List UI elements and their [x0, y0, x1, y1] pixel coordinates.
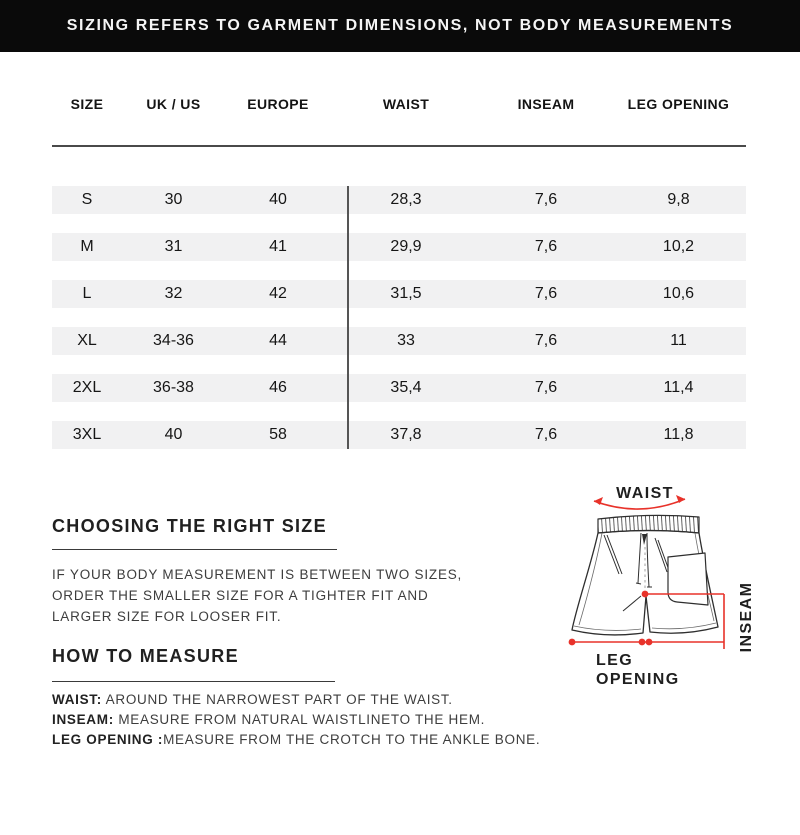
measure-item-desc: AROUND THE NARROWEST PART OF THE WAIST.	[101, 692, 453, 707]
table-row-2xl	[52, 374, 746, 402]
table-cell: S	[81, 191, 93, 208]
choosing-size-underline	[52, 549, 337, 550]
shorts-sketch	[548, 470, 800, 695]
shorts-waistband	[598, 515, 699, 533]
column-header-size: SIZE	[70, 96, 104, 112]
how-to-measure-text	[52, 690, 552, 750]
header-divider-line	[52, 145, 746, 147]
leg-opening-diagram-label-line1: LEG	[596, 652, 634, 669]
table-row-l	[52, 280, 746, 308]
table-cell: 11,8	[663, 426, 694, 443]
table-row-3xl	[52, 421, 746, 449]
table-cell: M	[80, 238, 94, 255]
table-cell: 9,8	[667, 191, 690, 208]
choosing-size-section	[52, 514, 552, 627]
choosing-size-line: IF YOUR BODY MEASUREMENT IS BETWEEN TWO SIZES,	[52, 567, 463, 582]
table-cell: 10,6	[662, 285, 695, 302]
table-cell: L	[82, 285, 92, 302]
measure-item-inseam	[52, 710, 552, 730]
measure-item-desc: MEASURE FROM THE CROTCH TO THE ANKLE BONE.	[163, 732, 541, 747]
measure-item-leg-opening	[52, 730, 552, 750]
table-cell: 3XL	[72, 426, 102, 443]
table-cell: 30	[164, 191, 183, 208]
table-cell: 7,6	[534, 426, 558, 443]
column-header-waist: WAIST	[382, 96, 430, 112]
sizing-disclaimer-banner	[0, 0, 800, 52]
table-cell: 7,6	[534, 191, 558, 208]
table-cell: 2XL	[72, 379, 102, 396]
table-cell: 7,6	[534, 285, 558, 302]
table-row-m	[52, 233, 746, 261]
table-cell: XL	[77, 332, 97, 349]
table-cell: 44	[269, 332, 287, 349]
choosing-size-text	[52, 564, 552, 627]
column-header-inseam: INSEAM	[517, 96, 575, 112]
table-cell: 58	[269, 426, 287, 443]
table-cell: 33	[397, 332, 415, 349]
table-cell: 28,3	[390, 191, 422, 208]
sizing-disclaimer-text: SIZING REFERS TO GARMENT DIMENSIONS, NOT BODY MEASUREMENTS	[66, 17, 734, 34]
size-table	[52, 52, 746, 468]
shorts-patch-pocket	[668, 553, 708, 605]
table-cell: 7,6	[534, 238, 558, 255]
table-cell: 40	[164, 426, 183, 443]
table-cell: 11,4	[663, 379, 694, 396]
size-table-body	[52, 186, 746, 449]
table-cell: 7,6	[534, 332, 558, 349]
table-cell: 46	[269, 379, 287, 396]
table-cell: 40	[269, 191, 287, 208]
table-cell: 42	[269, 285, 287, 302]
measure-item-desc: MEASURE FROM NATURAL WAISTLINETO THE HEM.	[113, 712, 486, 727]
choosing-size-line: ORDER THE SMALLER SIZE FOR A TIGHTER FIT AND	[52, 588, 429, 603]
table-row-xl	[52, 327, 746, 355]
table-cell: 29,9	[390, 238, 422, 255]
table-cell: 37,8	[390, 426, 422, 443]
choosing-size-line: LARGER SIZE FOR LOOSER FIT.	[52, 609, 282, 624]
table-cell: 35,4	[390, 379, 422, 396]
table-cell: 31,5	[390, 285, 422, 302]
column-header-leg-opening: LEG OPENING	[627, 96, 730, 112]
size-table-header-row	[52, 96, 746, 112]
leg-opening-diagram-label-line2: OPENING	[596, 671, 680, 688]
column-header-uk-us: UK / US	[146, 96, 201, 112]
table-cell: 11	[670, 332, 687, 349]
how-to-measure-underline	[52, 681, 335, 682]
measure-item-label: INSEAM:	[52, 712, 114, 727]
column-header-europe: EUROPE	[247, 96, 309, 112]
waist-diagram-label: WAIST	[616, 485, 674, 502]
table-row-s	[52, 186, 746, 214]
table-cell: 10,2	[662, 238, 695, 255]
how-to-measure-section	[52, 644, 552, 750]
table-cell: 31	[164, 238, 183, 255]
table-cell: 41	[269, 238, 287, 255]
shorts-measurement-diagram	[548, 470, 800, 695]
table-vertical-divider	[347, 186, 349, 449]
table-cell: 7,6	[534, 379, 558, 396]
choosing-size-heading: CHOOSING THE RIGHT SIZE	[52, 516, 327, 536]
measure-item-label: LEG OPENING :	[52, 732, 164, 747]
inseam-diagram-label: INSEAM	[738, 581, 755, 653]
table-cell: 32	[164, 285, 183, 302]
measure-item-waist	[52, 690, 552, 710]
measure-item-label: WAIST:	[52, 692, 102, 707]
table-cell: 36-38	[153, 379, 194, 396]
table-cell: 34-36	[153, 332, 194, 349]
how-to-measure-heading: HOW TO MEASURE	[52, 646, 239, 666]
